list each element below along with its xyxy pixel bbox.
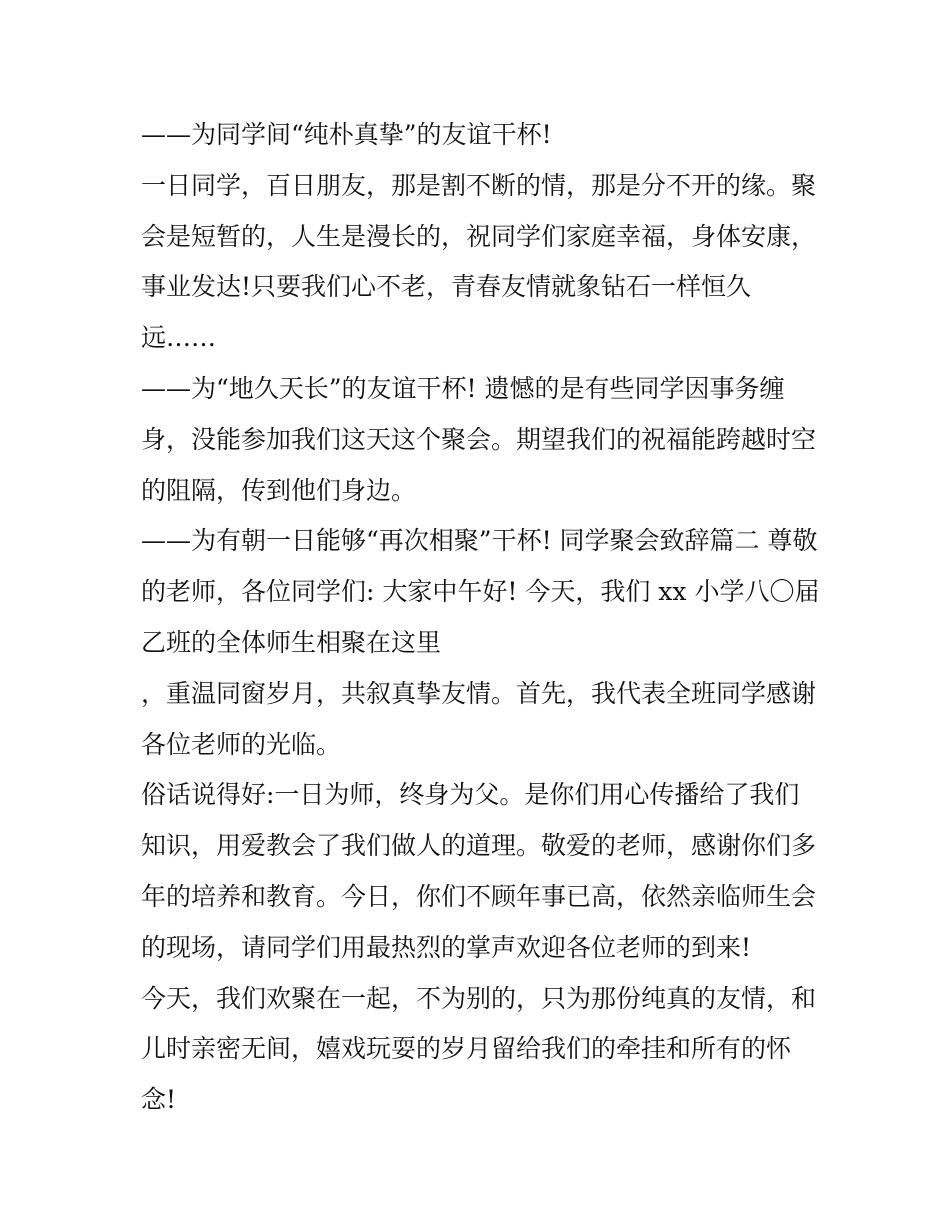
document-body: [141, 110, 821, 1126]
text-line: 的现场，请同学们用最热烈的掌声欢迎各位老师的到来!: [141, 932, 752, 962]
text-line: 会是短暂的，人生是漫长的，祝同学们家庭幸福，身体安康，: [141, 221, 817, 251]
text-line: ——为有朝一日能够“再次相聚”干杯! 同学聚会致辞篇二 尊敬: [141, 526, 818, 556]
text-line: 儿时亲密无间，嬉戏玩耍的岁月留给我们的牵挂和所有的怀: [141, 1034, 792, 1064]
text-line: 知识，用爱教会了我们做人的道理。敬爱的老师，感谢你们多: [141, 831, 817, 861]
text-line: 的阻隔，传到他们身边。: [141, 475, 417, 505]
text-line: 各位老师的光临。: [141, 729, 342, 759]
text-line: 年的培养和教育。今日，你们不顾年事已高，依然亲临师生会: [141, 881, 817, 911]
text-line: 念!: [141, 1085, 177, 1115]
text-line: 的老师，各位同学们: 大家中午好! 今天，我们 xx 小学八〇届: [141, 577, 820, 607]
text-line: ——为同学间“纯朴真挚”的友谊干杯!: [141, 120, 552, 149]
text-line: 乙班的全体师生相聚在这里: [141, 627, 442, 657]
text-line: 一日同学，百日朋友，那是割不断的情，那是分不开的缘。聚: [141, 170, 817, 200]
text-line: ——为“地久天长”的友谊干杯! 遗憾的是有些同学因事务缠: [141, 373, 785, 403]
text-line: 事业发达!只要我们心不老，青春友情就象钻石一样恒久: [141, 272, 752, 302]
text-line: 远……: [141, 323, 217, 353]
text-line: 今天，我们欢聚在一起，不为别的，只为那份纯真的友情，和: [141, 983, 817, 1013]
text-line: ，重温同窗岁月，共叙真挚友情。首先，我代表全班同学感谢: [141, 678, 817, 708]
text-line: 身，没能参加我们这天这个聚会。期望我们的祝福能跨越时空: [141, 424, 817, 454]
text-line: 俗话说得好:一日为师，终身为父。是你们用心传播给了我们: [141, 780, 800, 810]
